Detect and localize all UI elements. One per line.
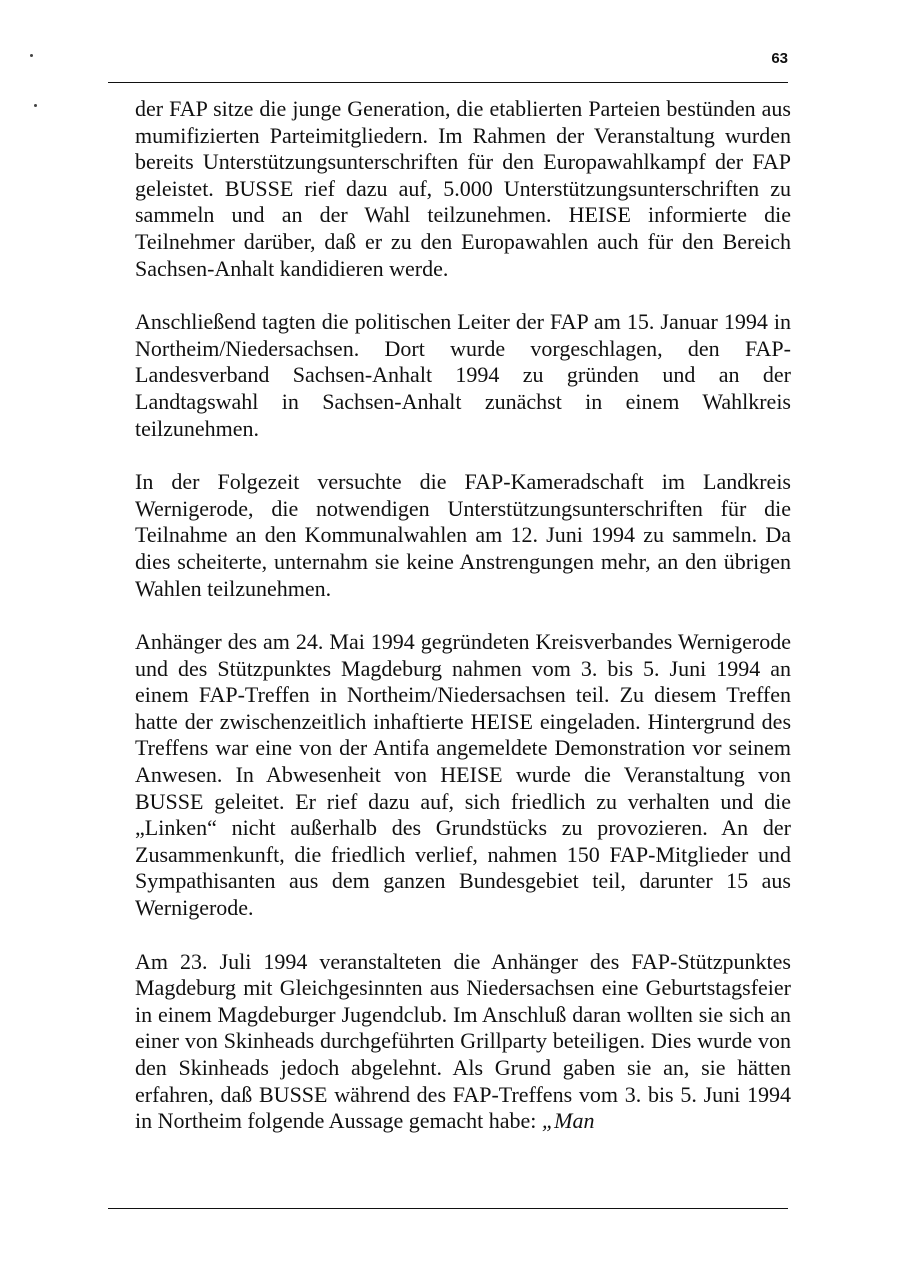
footer-rule <box>108 1208 788 1209</box>
margin-dot-2 <box>34 104 37 107</box>
paragraph-2: Anschließend tagten die politischen Leiter der FAP am 15. Januar 1994 in Northeim/Niedersachsen. Dort wurde vorgeschlagen, den FAP-Landesverband Sachsen-Anhalt 1994 zu gründen und an der Landtagswahl in Sachsen-Anhalt zunächst in einem Wahlkreis teilzunehmen. <box>135 309 791 441</box>
paragraph-4: Anhänger des am 24. Mai 1994 gegründeten Kreisverbandes Wernigerode und des Stützpunktes Magdeburg nahmen vom 3. bis 5. Juni 1994 an einem FAP-Treffen in Northeim/Niedersachsen teil. Zu diesem Treffen hatte der zwischenzeitlich inhaftierte HEISE eingeladen. Hintergrund des Treffens war eine von der Antifa angemeldete Demonstration vor seinem Anwesen. In Abwesenheit von HEISE wurde die Veranstaltung von BUSSE geleitet. Er rief dazu auf, sich friedlich zu verhalten und die „Linken“ nicht außerhalb des Grundstücks zu provozieren. An der Zusammenkunft, die friedlich verlief, nahmen 150 FAP-Mitglieder und Sympathisanten aus dem ganzen Bundesgebiet teil, darunter 15 aus Wernigerode. <box>135 629 791 921</box>
paragraph-3: In der Folgezeit versuchte die FAP-Kameradschaft im Landkreis Wernigerode, die notwendigen Unterstützungsunterschriften für die Teilnahme an den Kommunalwahlen am 12. Juni 1994 zu sammeln. Da dies scheiterte, unternahm sie keine Anstrengungen mehr, an den übrigen Wahlen teilzunehmen. <box>135 469 791 601</box>
page-number: 63 <box>771 50 788 67</box>
paragraph-5-text: Am 23. Juli 1994 veranstalteten die Anhänger des FAP-Stützpunktes Magdeburg mit Gleichgesinnten aus Niedersachsen eine Geburtstagsfeier in einem Magdeburger Jugendclub. Im Anschluß daran wollten sie sich an einer von Skinheads durchgeführten Grillparty beteiligen. Dies wurde von den Skinheads jedoch abgelehnt. Als Grund gaben sie an, sie hätten erfahren, daß BUSSE während des FAP-Treffens vom 3. bis 5. Juni 1994 in Northeim folgende Aussage gemacht habe: <box>135 948 791 1134</box>
paragraph-5-quote-start: „Man <box>541 1108 595 1134</box>
document-body <box>135 96 791 1135</box>
margin-dot-1 <box>30 54 33 57</box>
paragraph-5 <box>135 949 791 1135</box>
paragraph-1: der FAP sitze die junge Generation, die etablierten Parteien bestünden aus mumifizierten Parteimitgliedern. Im Rahmen der Veranstaltung wurden bereits Unterstützungsunterschriften für den Europawahlkampf der FAP geleistet. BUSSE rief dazu auf, 5.000 Unterstützungsunterschriften zu sammeln und an der Wahl teilzunehmen. HEISE informierte die Teilnehmer darüber, daß er zu den Europawahlen auch für den Bereich Sachsen-Anhalt kandidieren werde. <box>135 96 791 281</box>
header-rule <box>108 82 788 83</box>
